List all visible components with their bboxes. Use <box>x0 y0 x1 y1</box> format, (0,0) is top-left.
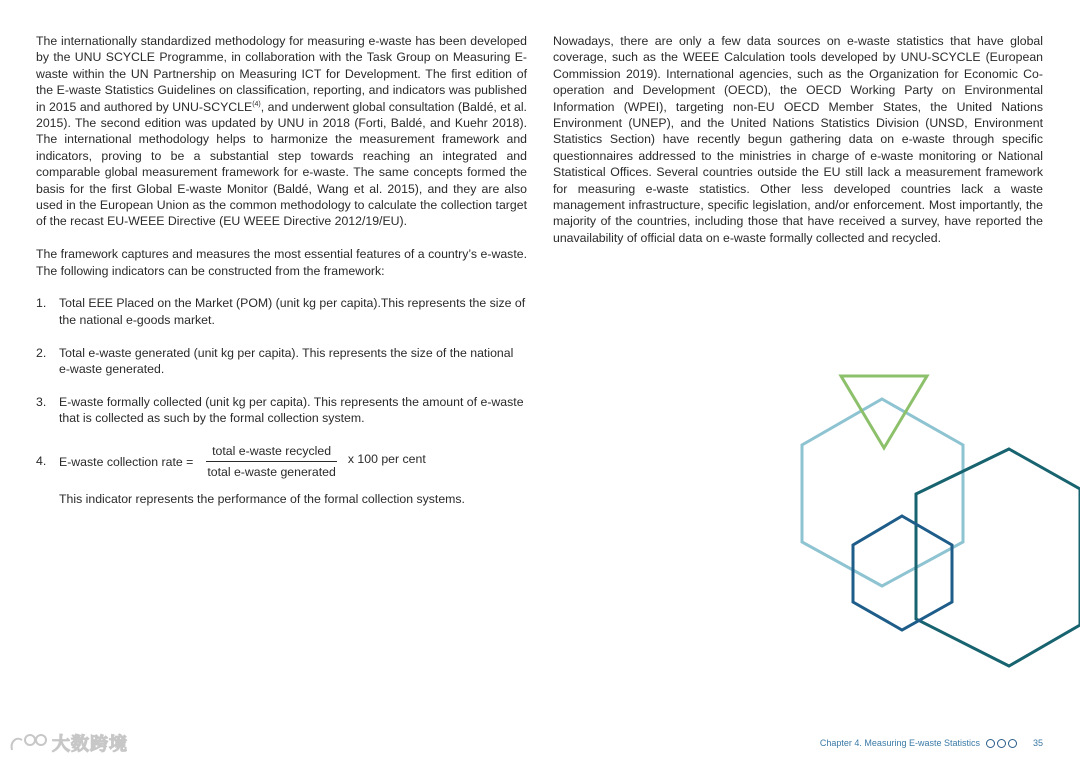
formula-label: E-waste collection rate = <box>59 454 194 469</box>
teal-hexagon-shape <box>916 449 1080 666</box>
watermark-text: 大数跨境 <box>52 734 128 755</box>
formula-denominator: total e-waste generated <box>207 465 336 480</box>
right-column <box>553 33 1043 246</box>
footnote-ref: (4) <box>252 100 261 108</box>
decorative-hexagons <box>790 368 1080 678</box>
paragraph-framework: The framework captures and measures the most essential features of a country’s e-waste. The following indicators can be constructed from the framework: <box>36 247 527 278</box>
left-column <box>36 33 527 507</box>
collection-rate-formula: 4. E-waste collection rate = $\frac{\text{total e-waste recycled}}{\text{total e-waste generated}}$ x 100 per cent <box>36 444 426 480</box>
list-item: 2. Total e-waste generated (unit kg per capita). This represents the size of the national e-waste generated. <box>36 345 514 377</box>
chapter-title: Chapter 4. Measuring E-waste Statistics <box>819 738 980 748</box>
dark-blue-hexagon-shape <box>853 516 952 630</box>
triangle-shape <box>841 376 927 448</box>
paragraph-methodology: The internationally standardized methodology for measuring e-waste has been developed by the UNU SCYCLE Programme, in collaboration with the Task Group on Measuring E-waste within the UN Partnership on Measuring ICT for Development. The first edition of the E-waste Statistics Guidelines on classification, reporting, and indicators was published in 2015 and authored by UNU-SCYCLE$^{(4)}$, and underwent global consultation (Baldé, et al. 2015). The second edition was updated by UNU in 2018 (Forti, Baldé, and Kuehr 2018). The international methodology helps to harmonize the measurement framework and indicators, proving to be a substantial step towards reaching an integrated and comparable global measurement framework for e-waste. The same concepts formed the basis for the first Global E-waste Monitor (Baldé, Wang et al. 2015), and they are also used in the European Union as the common methodology to calculate the collection target of the recast EU-WEEE Directive (EU WEEE Directive 2012/19/EU). <box>36 34 527 229</box>
formula-numerator: total e-waste recycled <box>206 443 337 462</box>
chapter-dots-icon <box>986 739 1019 748</box>
list-item: 3. E-waste formally collected (unit kg per capita). This represents the amount of e-waste that is collected as such by the formal collection system. <box>36 394 524 426</box>
formula-fraction <box>201 443 342 481</box>
indicator-list <box>36 295 527 507</box>
list-item: 1. Total EEE Placed on the Market (POM) (unit kg per capita).This represents the size of the national e-goods market. <box>36 296 526 327</box>
light-hexagon-shape <box>802 399 963 586</box>
watermark <box>8 730 128 756</box>
page-number: 35 <box>1032 738 1043 748</box>
watermark-logo-icon <box>8 732 48 754</box>
formula-note: This indicator represents the performance of the formal collection systems. <box>59 491 465 506</box>
paragraph-data-sources: Nowadays, there are only a few data sources on e-waste statistics that have global coverage, such as the WEEE Calculation tools developed by UNU-SCYCLE (European Commission 2019). International agencies, such as the Organization for Economic Co-operation and Development (OECD), the OECD Working Party on Environmental Information (WPEI), targeting non-EU OECD Member States, the United Nations Environment (UNEP), and the United Nations Statistics Division (UNSD, Environment Statistics Section) have recently begun gathering data on e-waste through specific questionnaires addressed to the ministries in charge of e-waste monitoring or National Statistical Offices. Several countries outside the EU still lack a measurement framework for measuring e-waste statistics. Other less developed countries lack a waste management infrastructure, specific legislation, and/or enforcement. Most importantly, the majority of the countries, including those that have received a survey, have reported the unavailability of official data on e-waste formally collected and recycled. <box>553 34 1043 245</box>
formula-multiplier: x 100 per cent <box>347 451 426 466</box>
page-footer <box>820 738 1043 748</box>
